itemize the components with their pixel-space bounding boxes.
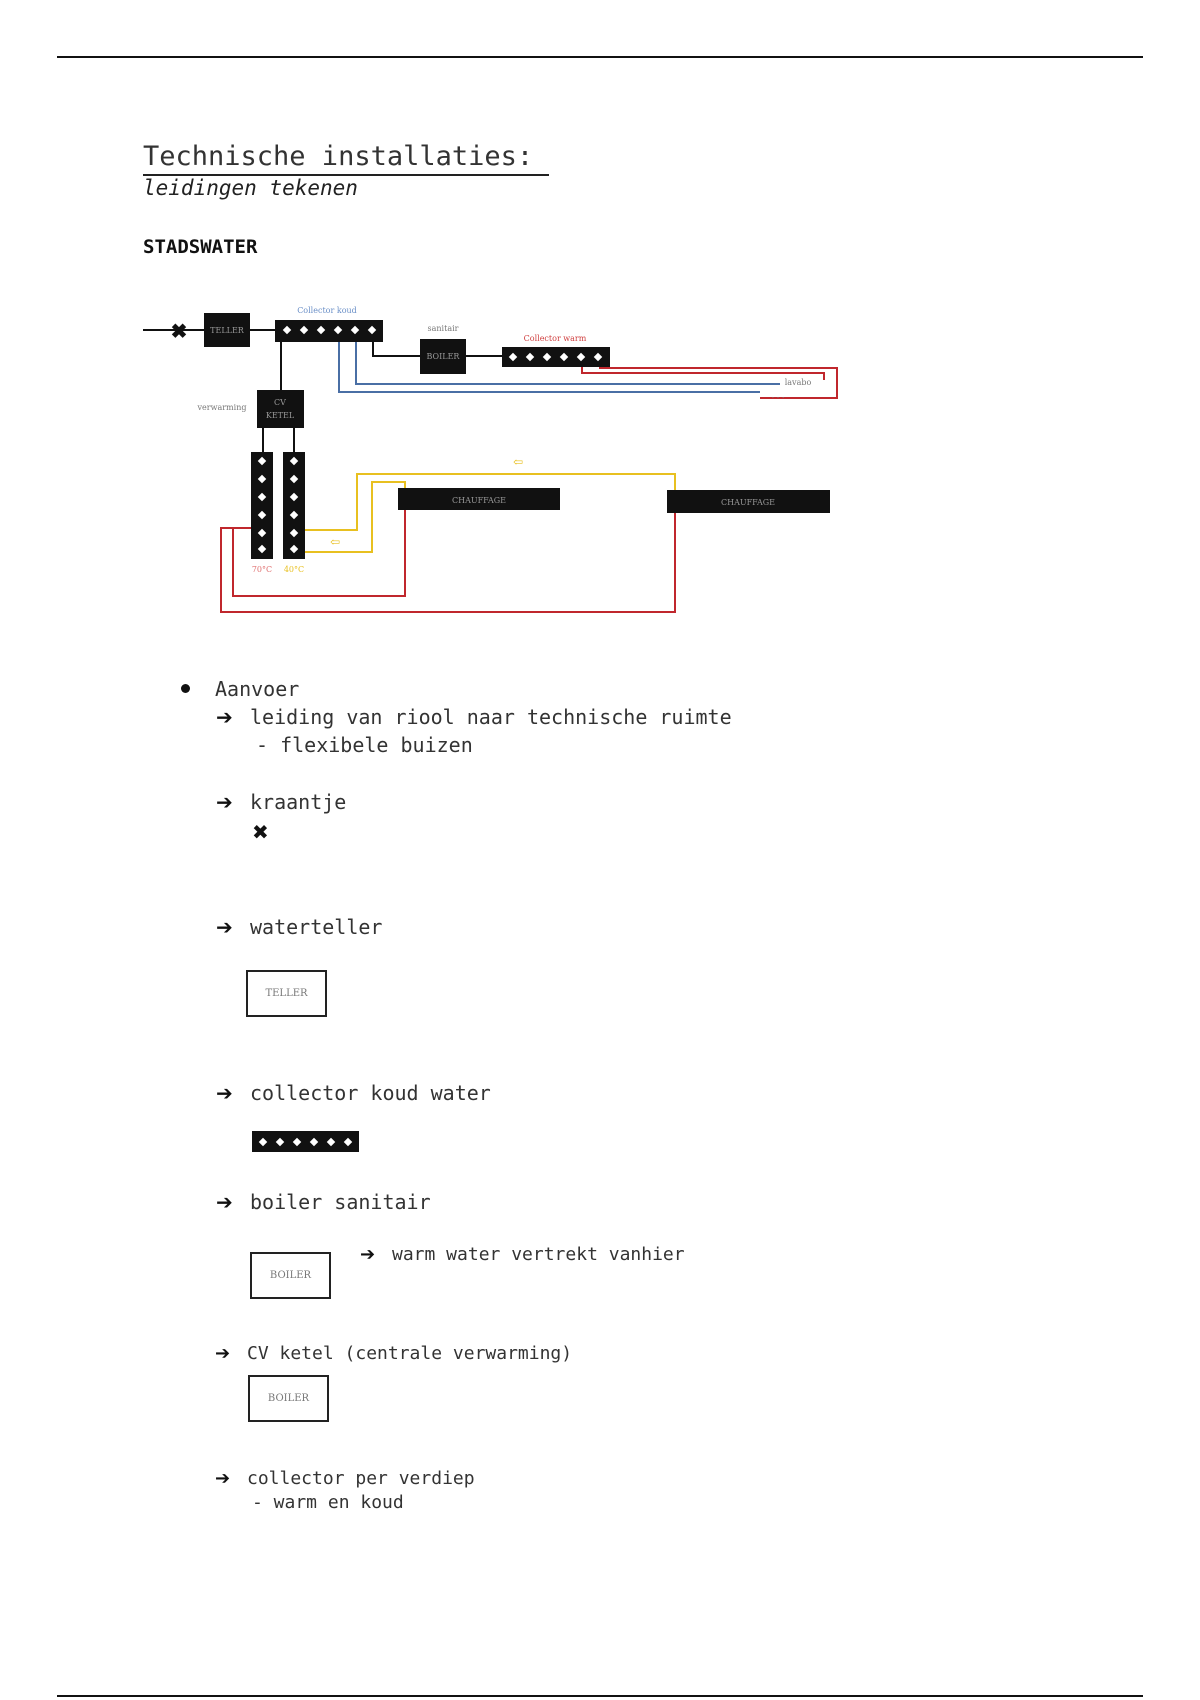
list-item-cv-ketel: CV ketel (centrale verwarming) bbox=[247, 1343, 573, 1364]
page-title: Technische installaties: bbox=[143, 141, 534, 172]
arrow-icon: ➔ bbox=[216, 1081, 233, 1105]
plumbing-diagram bbox=[0, 0, 1200, 640]
boiler-box-icon: BOILER bbox=[250, 1252, 331, 1299]
arrow-icon: ➔ bbox=[215, 1468, 231, 1489]
bullet-dot bbox=[181, 684, 190, 693]
list-item-waterteller: waterteller bbox=[250, 915, 383, 939]
lavabo-label: lavabo bbox=[784, 378, 812, 387]
list-item-boiler: boiler sanitair bbox=[250, 1190, 431, 1214]
cv-ketel-label-2: KETEL bbox=[265, 411, 295, 420]
chauffage-label-2: CHAUFFAGE bbox=[720, 498, 776, 507]
temp-red-label: 70°C bbox=[251, 565, 273, 574]
arrow-icon: ➔ bbox=[216, 705, 233, 729]
list-sub-warm-koud: - warm en koud bbox=[252, 1492, 404, 1513]
teller-label: TELLER bbox=[210, 326, 244, 335]
arrow-icon: ➔ bbox=[216, 915, 233, 939]
collector-koud-label: Collector koud bbox=[297, 306, 357, 315]
collector-warm-label: Collector warm bbox=[523, 334, 587, 343]
teller-box-icon: TELLER bbox=[246, 970, 327, 1017]
boiler-note: warm water vertrekt vanhier bbox=[392, 1244, 685, 1265]
list-sub-flexibele: - flexibele buizen bbox=[256, 733, 473, 757]
flow-arrow-icon: ⇦ bbox=[512, 455, 524, 469]
collector-icon bbox=[252, 1131, 359, 1152]
boiler-label: BOILER bbox=[426, 352, 460, 361]
temp-yellow-label: 40°C bbox=[283, 565, 305, 574]
list-item-kraantje: kraantje bbox=[250, 790, 347, 814]
arrow-icon: ➔ bbox=[215, 1343, 231, 1364]
verwarming-label: verwarming bbox=[197, 403, 247, 412]
cv-ketel-label-1: CV bbox=[274, 398, 286, 407]
collector-koud-block bbox=[275, 320, 383, 342]
list-item-collector-koud: collector koud water bbox=[250, 1081, 491, 1105]
heating-collector-hot bbox=[251, 452, 273, 559]
lavabo-dots: . . . bbox=[771, 391, 785, 400]
list-item-leiding: leiding van riool naar technische ruimte bbox=[250, 705, 732, 729]
arrow-icon: ➔ bbox=[216, 790, 233, 814]
cv-ketel-box-icon: BOILER bbox=[248, 1375, 329, 1422]
flow-arrow-icon: ⇦ bbox=[329, 535, 341, 549]
list-item-collector-verdiep: collector per verdiep bbox=[247, 1468, 475, 1489]
heating-collector-return bbox=[283, 452, 305, 559]
arrow-icon: ➔ bbox=[360, 1244, 376, 1265]
page-subtitle: leidingen tekenen bbox=[143, 176, 358, 200]
chauffage-label-1: CHAUFFAGE bbox=[451, 496, 507, 505]
sanitair-label: sanitair bbox=[427, 324, 459, 333]
arrow-icon: ➔ bbox=[216, 1190, 233, 1214]
bottom-rule bbox=[57, 1695, 1143, 1697]
section-title: STADSWATER bbox=[143, 236, 258, 258]
valve-icon: ✖ bbox=[252, 820, 269, 844]
list-heading: Aanvoer bbox=[215, 677, 300, 701]
valve-icon: ✖ bbox=[170, 319, 188, 343]
cv-ketel-block bbox=[257, 390, 304, 428]
